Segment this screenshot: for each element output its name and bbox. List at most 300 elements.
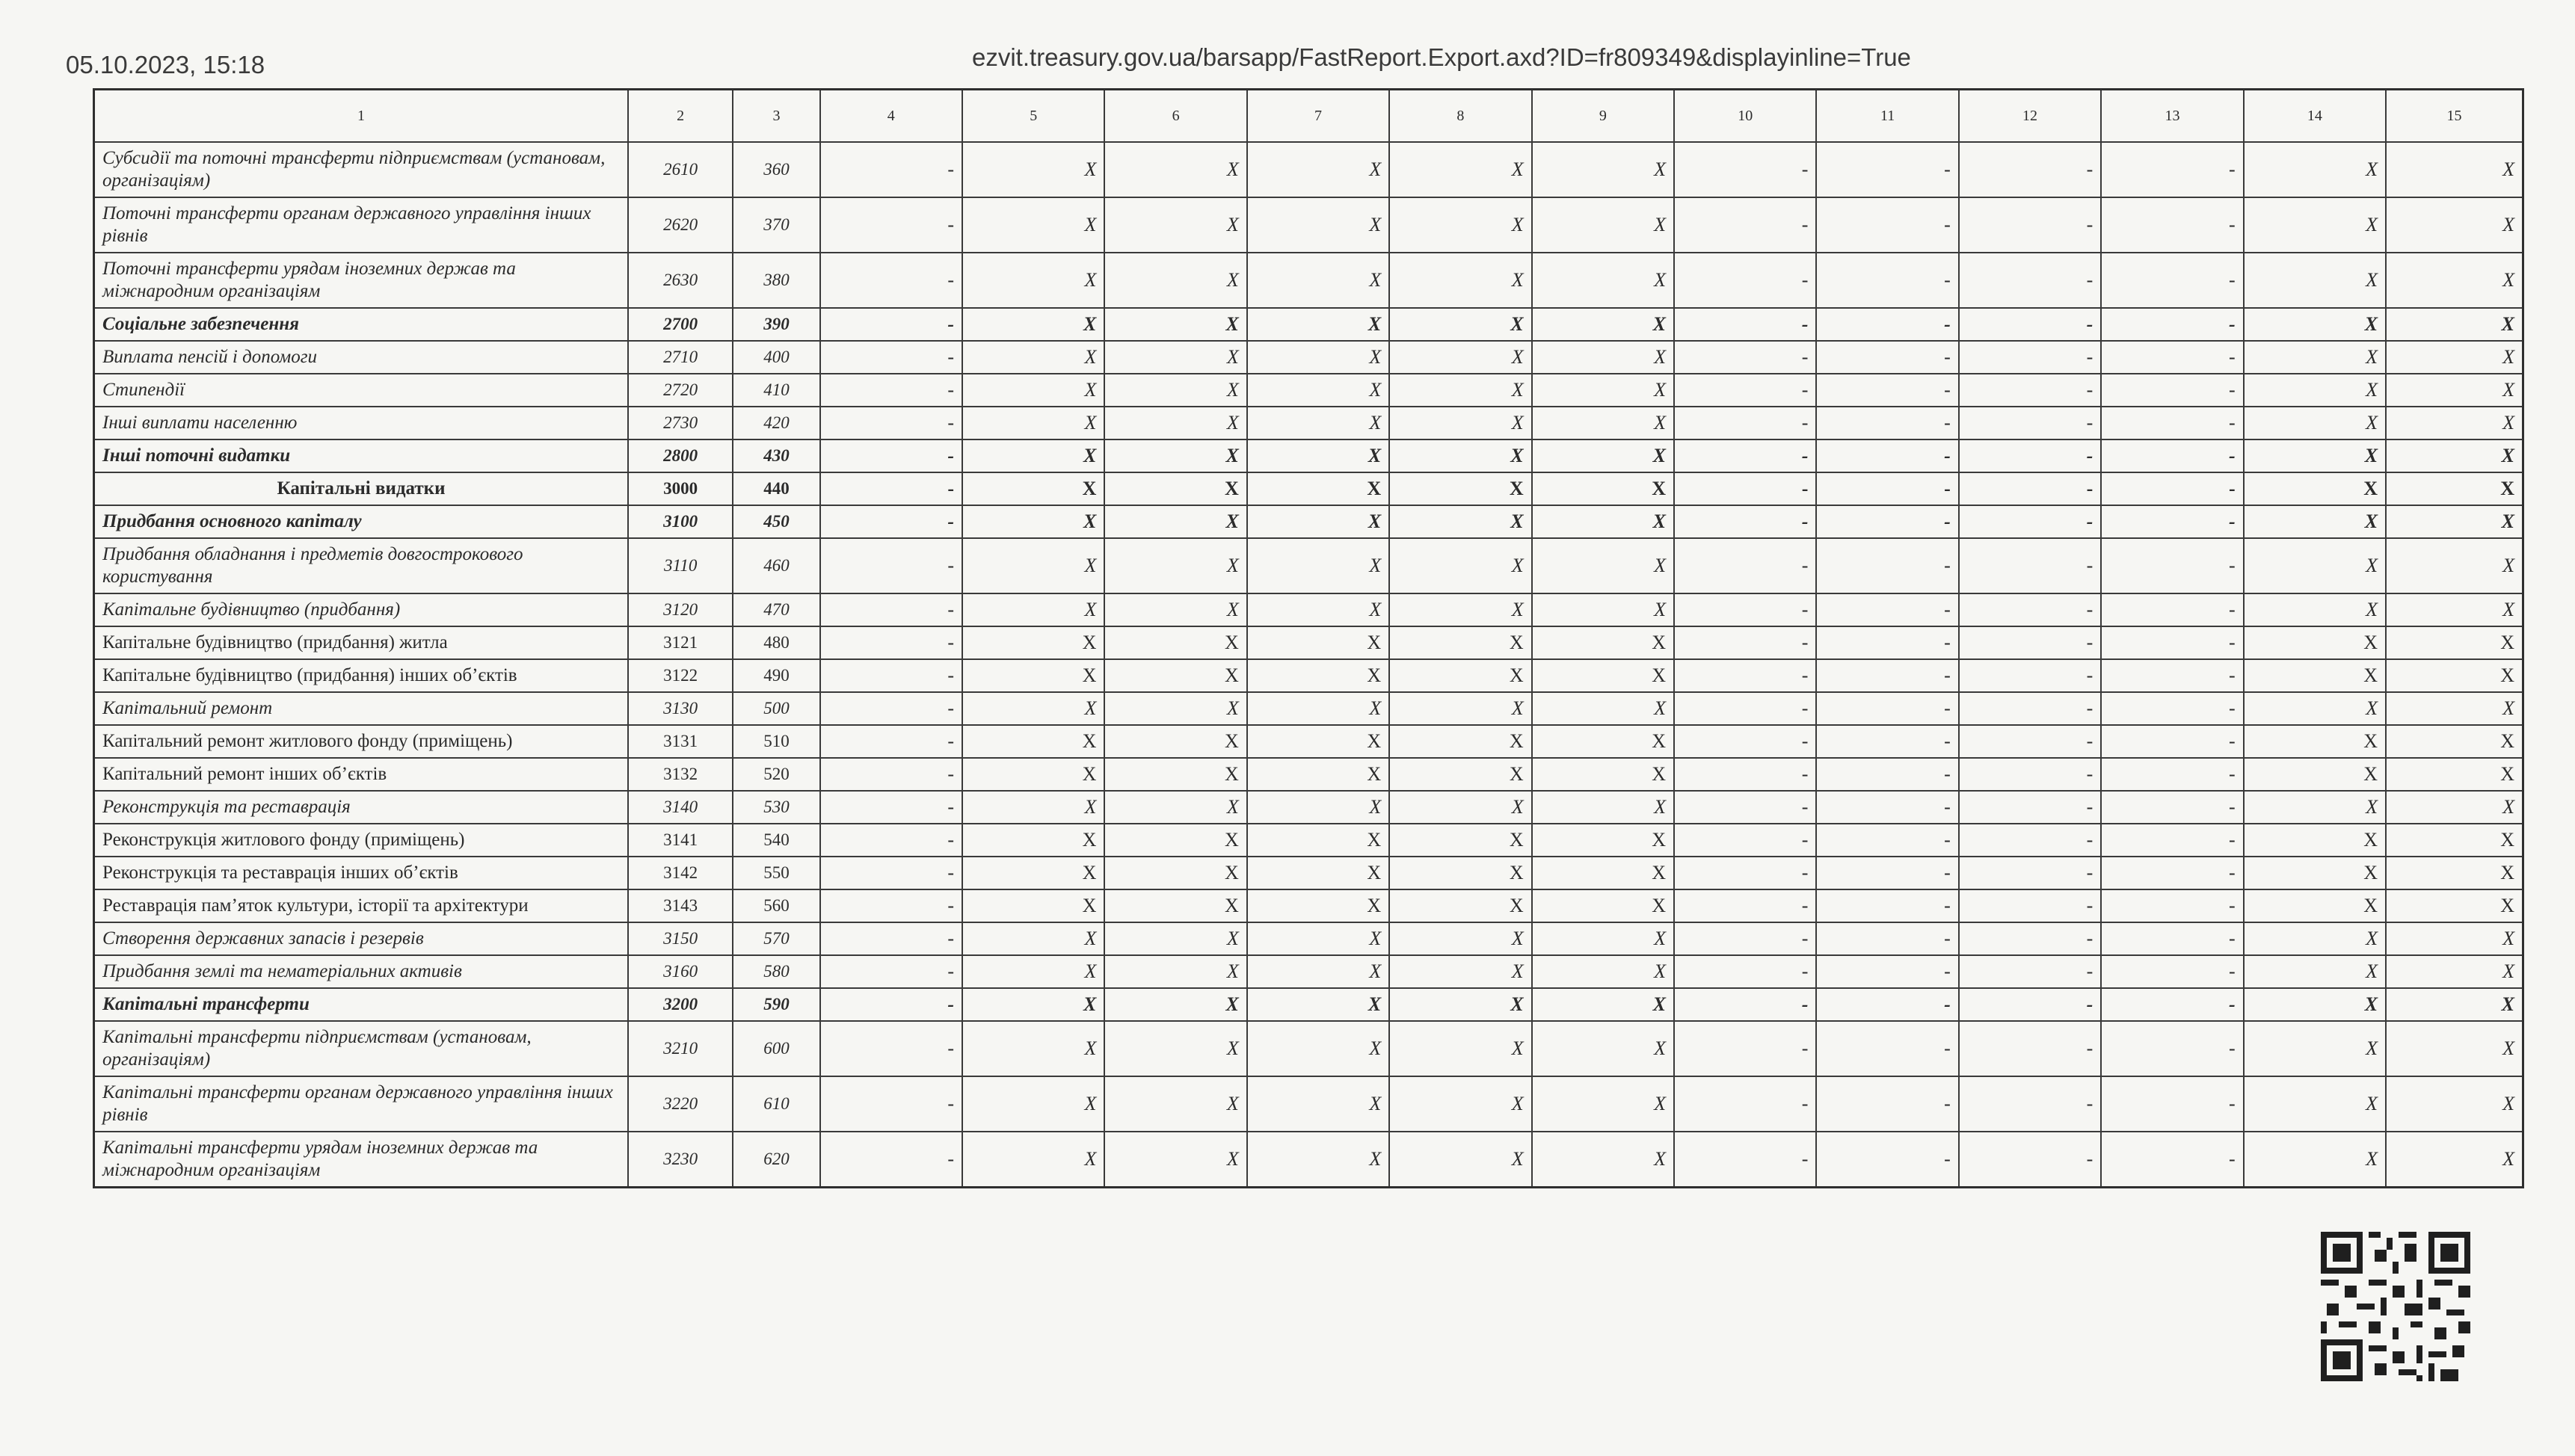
value-cell: X: [2244, 659, 2386, 692]
value-cell: -: [2101, 758, 2243, 791]
value-cell: -: [1959, 1021, 2101, 1076]
row-name: Інші поточні видатки: [94, 439, 629, 472]
value-cell: X: [1104, 341, 1246, 374]
value-cell: -: [1674, 253, 1816, 308]
value-cell: X: [962, 341, 1104, 374]
value-cell: X: [2386, 374, 2523, 407]
value-cell: -: [1816, 725, 1958, 758]
value-cell: X: [1389, 791, 1531, 824]
value-cell: X: [1104, 505, 1246, 538]
value-cell: -: [1816, 253, 1958, 308]
row-number: 470: [733, 593, 819, 626]
value-cell: X: [1247, 374, 1389, 407]
value-cell: X: [1532, 626, 1674, 659]
column-header: 6: [1104, 90, 1246, 143]
value-cell: X: [1532, 593, 1674, 626]
table-row: [94, 692, 2523, 725]
value-cell: -: [1674, 1021, 1816, 1076]
column-header: 3: [733, 90, 819, 143]
value-cell: X: [962, 197, 1104, 253]
value-cell: X: [1532, 1076, 1674, 1132]
value-cell: -: [1816, 407, 1958, 439]
value-cell: X: [962, 758, 1104, 791]
value-cell: X: [2244, 791, 2386, 824]
value-cell: -: [1674, 472, 1816, 505]
value-cell: X: [962, 791, 1104, 824]
value-cell: X: [2386, 857, 2523, 889]
column-header: 9: [1532, 90, 1674, 143]
row-name: Капітальне будівництво (придбання): [94, 593, 629, 626]
value-cell: X: [1247, 341, 1389, 374]
value-cell: X: [2244, 988, 2386, 1021]
row-name: Придбання основного капіталу: [94, 505, 629, 538]
value-cell: -: [1816, 659, 1958, 692]
value-cell: X: [962, 889, 1104, 922]
value-cell: X: [1532, 725, 1674, 758]
value-cell: X: [1389, 538, 1531, 593]
row-name: Реконструкція та реставрація інших об’єктів: [94, 857, 629, 889]
value-cell: -: [2101, 922, 2243, 955]
value-cell: -: [820, 988, 962, 1021]
row-name: Капітальні трансферти органам державного управління інших рівнів: [94, 1076, 629, 1132]
row-name: Реконструкція житлового фонду (приміщень): [94, 824, 629, 857]
row-name: Реконструкція та реставрація: [94, 791, 629, 824]
value-cell: X: [2244, 1076, 2386, 1132]
value-cell: X: [1532, 308, 1674, 341]
table-row: [94, 439, 2523, 472]
value-cell: X: [962, 505, 1104, 538]
value-cell: X: [2386, 659, 2523, 692]
value-cell: -: [1816, 197, 1958, 253]
value-cell: -: [1674, 659, 1816, 692]
value-cell: X: [962, 374, 1104, 407]
value-cell: -: [1674, 439, 1816, 472]
value-cell: X: [962, 538, 1104, 593]
value-cell: -: [1674, 341, 1816, 374]
value-cell: X: [962, 308, 1104, 341]
value-cell: X: [962, 142, 1104, 197]
value-cell: -: [1959, 593, 2101, 626]
value-cell: X: [2244, 955, 2386, 988]
value-cell: -: [1959, 889, 2101, 922]
value-cell: -: [820, 1132, 962, 1187]
row-code: 2700: [628, 308, 733, 341]
value-cell: X: [962, 824, 1104, 857]
value-cell: X: [1104, 791, 1246, 824]
value-cell: X: [2244, 758, 2386, 791]
value-cell: X: [1247, 505, 1389, 538]
value-cell: X: [1532, 758, 1674, 791]
value-cell: X: [1532, 824, 1674, 857]
table-row: [94, 758, 2523, 791]
column-header: 4: [820, 90, 962, 143]
row-code: 3141: [628, 824, 733, 857]
value-cell: X: [1532, 857, 1674, 889]
value-cell: -: [1816, 626, 1958, 659]
table-row: [94, 407, 2523, 439]
value-cell: -: [1674, 1076, 1816, 1132]
row-number: 540: [733, 824, 819, 857]
row-number: 390: [733, 308, 819, 341]
value-cell: -: [2101, 824, 2243, 857]
row-code: 2630: [628, 253, 733, 308]
value-cell: X: [2244, 857, 2386, 889]
row-name: Соціальне забезпечення: [94, 308, 629, 341]
value-cell: -: [820, 341, 962, 374]
value-cell: X: [1104, 725, 1246, 758]
value-cell: -: [820, 889, 962, 922]
value-cell: X: [962, 253, 1104, 308]
value-cell: X: [2244, 505, 2386, 538]
value-cell: X: [2386, 439, 2523, 472]
value-cell: X: [1247, 1076, 1389, 1132]
value-cell: X: [1247, 922, 1389, 955]
value-cell: X: [1247, 758, 1389, 791]
table-body: [94, 90, 2523, 1188]
value-cell: -: [1959, 407, 2101, 439]
value-cell: -: [820, 1076, 962, 1132]
value-cell: -: [2101, 889, 2243, 922]
value-cell: X: [1104, 142, 1246, 197]
value-cell: -: [2101, 1132, 2243, 1187]
column-header: 15: [2386, 90, 2523, 143]
value-cell: X: [1532, 988, 1674, 1021]
value-cell: X: [2244, 407, 2386, 439]
value-cell: -: [1959, 791, 2101, 824]
table-row: [94, 505, 2523, 538]
value-cell: X: [962, 472, 1104, 505]
value-cell: -: [1959, 758, 2101, 791]
value-cell: -: [820, 505, 962, 538]
row-number: 520: [733, 758, 819, 791]
value-cell: -: [1959, 439, 2101, 472]
value-cell: -: [2101, 626, 2243, 659]
value-cell: -: [820, 253, 962, 308]
value-cell: -: [1959, 725, 2101, 758]
value-cell: -: [820, 922, 962, 955]
value-cell: X: [1389, 1132, 1531, 1187]
value-cell: -: [1674, 824, 1816, 857]
value-cell: X: [2244, 626, 2386, 659]
value-cell: X: [1247, 725, 1389, 758]
value-cell: -: [1816, 308, 1958, 341]
value-cell: -: [2101, 1076, 2243, 1132]
value-cell: X: [1389, 505, 1531, 538]
row-code: 2710: [628, 341, 733, 374]
column-header: 10: [1674, 90, 1816, 143]
value-cell: X: [1532, 889, 1674, 922]
value-cell: -: [2101, 538, 2243, 593]
value-cell: -: [2101, 505, 2243, 538]
value-cell: X: [2386, 824, 2523, 857]
row-number: 500: [733, 692, 819, 725]
value-cell: -: [820, 659, 962, 692]
value-cell: -: [2101, 725, 2243, 758]
row-name: Капітальний ремонт: [94, 692, 629, 725]
value-cell: X: [1389, 922, 1531, 955]
value-cell: -: [1959, 197, 2101, 253]
value-cell: -: [1674, 692, 1816, 725]
value-cell: -: [2101, 955, 2243, 988]
value-cell: X: [962, 439, 1104, 472]
value-cell: -: [2101, 374, 2243, 407]
table-row: [94, 659, 2523, 692]
value-cell: X: [1247, 692, 1389, 725]
value-cell: X: [962, 626, 1104, 659]
value-cell: -: [1816, 472, 1958, 505]
value-cell: X: [1532, 142, 1674, 197]
table-row: [94, 626, 2523, 659]
column-header: 7: [1247, 90, 1389, 143]
value-cell: -: [820, 439, 962, 472]
value-cell: X: [2386, 505, 2523, 538]
value-cell: -: [1959, 253, 2101, 308]
row-code: 3150: [628, 922, 733, 955]
row-name: Субсидії та поточні трансферти підприємствам (установам, організаціям): [94, 142, 629, 197]
table-row: [94, 253, 2523, 308]
value-cell: -: [1959, 1132, 2101, 1187]
value-cell: X: [1247, 593, 1389, 626]
row-code: 3130: [628, 692, 733, 725]
value-cell: X: [2386, 142, 2523, 197]
value-cell: X: [1104, 1021, 1246, 1076]
value-cell: X: [1104, 472, 1246, 505]
table-row: [94, 1021, 2523, 1076]
value-cell: -: [2101, 407, 2243, 439]
value-cell: -: [1959, 857, 2101, 889]
value-cell: -: [1674, 626, 1816, 659]
row-code: 3210: [628, 1021, 733, 1076]
value-cell: X: [1104, 857, 1246, 889]
value-cell: X: [1247, 626, 1389, 659]
value-cell: -: [820, 197, 962, 253]
row-name: Капітальні видатки: [94, 472, 629, 505]
value-cell: X: [2386, 308, 2523, 341]
value-cell: X: [962, 1021, 1104, 1076]
table-row: [94, 725, 2523, 758]
value-cell: X: [1389, 988, 1531, 1021]
value-cell: X: [1389, 142, 1531, 197]
value-cell: X: [2244, 197, 2386, 253]
value-cell: X: [962, 955, 1104, 988]
value-cell: -: [1674, 505, 1816, 538]
row-number: 580: [733, 955, 819, 988]
value-cell: -: [1959, 692, 2101, 725]
value-cell: X: [1532, 374, 1674, 407]
row-name: Капітальне будівництво (придбання) житла: [94, 626, 629, 659]
value-cell: -: [1959, 1076, 2101, 1132]
table-row: [94, 988, 2523, 1021]
value-cell: X: [1247, 253, 1389, 308]
value-cell: X: [2386, 472, 2523, 505]
value-cell: -: [1674, 922, 1816, 955]
table-row: [94, 142, 2523, 197]
value-cell: -: [1674, 374, 1816, 407]
value-cell: -: [1816, 1076, 1958, 1132]
value-cell: X: [1247, 889, 1389, 922]
value-cell: X: [962, 857, 1104, 889]
value-cell: X: [1532, 197, 1674, 253]
value-cell: X: [2244, 824, 2386, 857]
value-cell: X: [1389, 341, 1531, 374]
value-cell: X: [1104, 692, 1246, 725]
value-cell: X: [2244, 142, 2386, 197]
value-cell: -: [1959, 922, 2101, 955]
value-cell: -: [1816, 889, 1958, 922]
value-cell: -: [820, 538, 962, 593]
value-cell: X: [962, 692, 1104, 725]
value-cell: X: [1532, 253, 1674, 308]
value-cell: X: [1104, 197, 1246, 253]
value-cell: -: [1816, 922, 1958, 955]
row-code: 3132: [628, 758, 733, 791]
value-cell: X: [1247, 988, 1389, 1021]
row-number: 590: [733, 988, 819, 1021]
value-cell: -: [1674, 197, 1816, 253]
value-cell: X: [2244, 308, 2386, 341]
value-cell: X: [1104, 626, 1246, 659]
row-name: Капітальні трансферти: [94, 988, 629, 1021]
value-cell: -: [820, 472, 962, 505]
value-cell: X: [2244, 472, 2386, 505]
value-cell: X: [2244, 1021, 2386, 1076]
value-cell: X: [1247, 824, 1389, 857]
value-cell: -: [820, 857, 962, 889]
table-row: [94, 889, 2523, 922]
value-cell: X: [2244, 889, 2386, 922]
row-number: 380: [733, 253, 819, 308]
value-cell: X: [1247, 659, 1389, 692]
column-header: 12: [1959, 90, 2101, 143]
row-name: Капітальне будівництво (придбання) інших об’єктів: [94, 659, 629, 692]
value-cell: X: [1104, 889, 1246, 922]
value-cell: -: [1674, 407, 1816, 439]
print-date: 05.10.2023, 15:18: [66, 51, 265, 78]
value-cell: X: [2244, 1132, 2386, 1187]
value-cell: X: [1389, 889, 1531, 922]
value-cell: X: [2386, 407, 2523, 439]
value-cell: X: [1389, 692, 1531, 725]
value-cell: X: [1104, 253, 1246, 308]
value-cell: -: [2101, 341, 2243, 374]
value-cell: X: [1532, 791, 1674, 824]
value-cell: X: [962, 407, 1104, 439]
row-number: 490: [733, 659, 819, 692]
value-cell: -: [1816, 505, 1958, 538]
value-cell: X: [2244, 725, 2386, 758]
value-cell: -: [1674, 988, 1816, 1021]
value-cell: -: [1816, 824, 1958, 857]
row-number: 400: [733, 341, 819, 374]
column-header: 8: [1389, 90, 1531, 143]
value-cell: X: [962, 1132, 1104, 1187]
row-number: 480: [733, 626, 819, 659]
column-header: 2: [628, 90, 733, 143]
row-number: 570: [733, 922, 819, 955]
value-cell: X: [2386, 1021, 2523, 1076]
row-number: 430: [733, 439, 819, 472]
value-cell: X: [1247, 308, 1389, 341]
value-cell: X: [1389, 308, 1531, 341]
value-cell: X: [1247, 1132, 1389, 1187]
value-cell: -: [1816, 1132, 1958, 1187]
row-name: Створення державних запасів і резервів: [94, 922, 629, 955]
value-cell: X: [2244, 253, 2386, 308]
value-cell: X: [1532, 341, 1674, 374]
value-cell: -: [1816, 955, 1958, 988]
value-cell: -: [1816, 692, 1958, 725]
value-cell: X: [1104, 407, 1246, 439]
row-number: 460: [733, 538, 819, 593]
value-cell: -: [1959, 626, 2101, 659]
row-code: 2800: [628, 439, 733, 472]
row-name: Капітальний ремонт інших об’єктів: [94, 758, 629, 791]
value-cell: X: [1104, 1076, 1246, 1132]
value-cell: -: [1674, 1132, 1816, 1187]
value-cell: -: [1674, 889, 1816, 922]
column-header: 5: [962, 90, 1104, 143]
value-cell: -: [1816, 341, 1958, 374]
value-cell: -: [2101, 439, 2243, 472]
row-name: Придбання обладнання і предметів довгострокового користування: [94, 538, 629, 593]
value-cell: X: [1389, 626, 1531, 659]
value-cell: X: [1104, 659, 1246, 692]
qr-code: [2321, 1232, 2470, 1381]
row-number: 550: [733, 857, 819, 889]
value-cell: X: [962, 1076, 1104, 1132]
row-code: 3100: [628, 505, 733, 538]
value-cell: -: [1959, 659, 2101, 692]
value-cell: -: [1959, 308, 2101, 341]
page-url: ezvit.treasury.gov.ua/barsapp/FastReport.Export.axd?ID=fr809349&displayinline=True: [972, 43, 1911, 71]
value-cell: -: [1959, 341, 2101, 374]
value-cell: -: [1959, 824, 2101, 857]
value-cell: X: [2244, 593, 2386, 626]
value-cell: X: [2386, 1132, 2523, 1187]
value-cell: X: [1532, 955, 1674, 988]
value-cell: -: [1959, 374, 2101, 407]
value-cell: -: [2101, 857, 2243, 889]
value-cell: X: [1104, 1132, 1246, 1187]
table-row: [94, 472, 2523, 505]
row-number: 610: [733, 1076, 819, 1132]
value-cell: X: [1532, 1132, 1674, 1187]
value-cell: X: [1389, 955, 1531, 988]
value-cell: -: [1674, 142, 1816, 197]
row-code: 3122: [628, 659, 733, 692]
value-cell: X: [2244, 439, 2386, 472]
value-cell: X: [2386, 955, 2523, 988]
value-cell: X: [1389, 725, 1531, 758]
value-cell: X: [962, 593, 1104, 626]
value-cell: X: [2386, 1076, 2523, 1132]
column-header: 13: [2101, 90, 2243, 143]
value-cell: X: [1104, 374, 1246, 407]
row-number: 440: [733, 472, 819, 505]
value-cell: X: [1389, 253, 1531, 308]
value-cell: X: [1104, 922, 1246, 955]
value-cell: X: [1389, 857, 1531, 889]
row-name: Поточні трансферти урядам іноземних держав та міжнародним організаціям: [94, 253, 629, 308]
table-row: [94, 824, 2523, 857]
value-cell: -: [820, 824, 962, 857]
value-cell: X: [1247, 472, 1389, 505]
value-cell: -: [1816, 374, 1958, 407]
value-cell: X: [1389, 758, 1531, 791]
value-cell: X: [1389, 1076, 1531, 1132]
value-cell: X: [1389, 472, 1531, 505]
value-cell: X: [2244, 692, 2386, 725]
